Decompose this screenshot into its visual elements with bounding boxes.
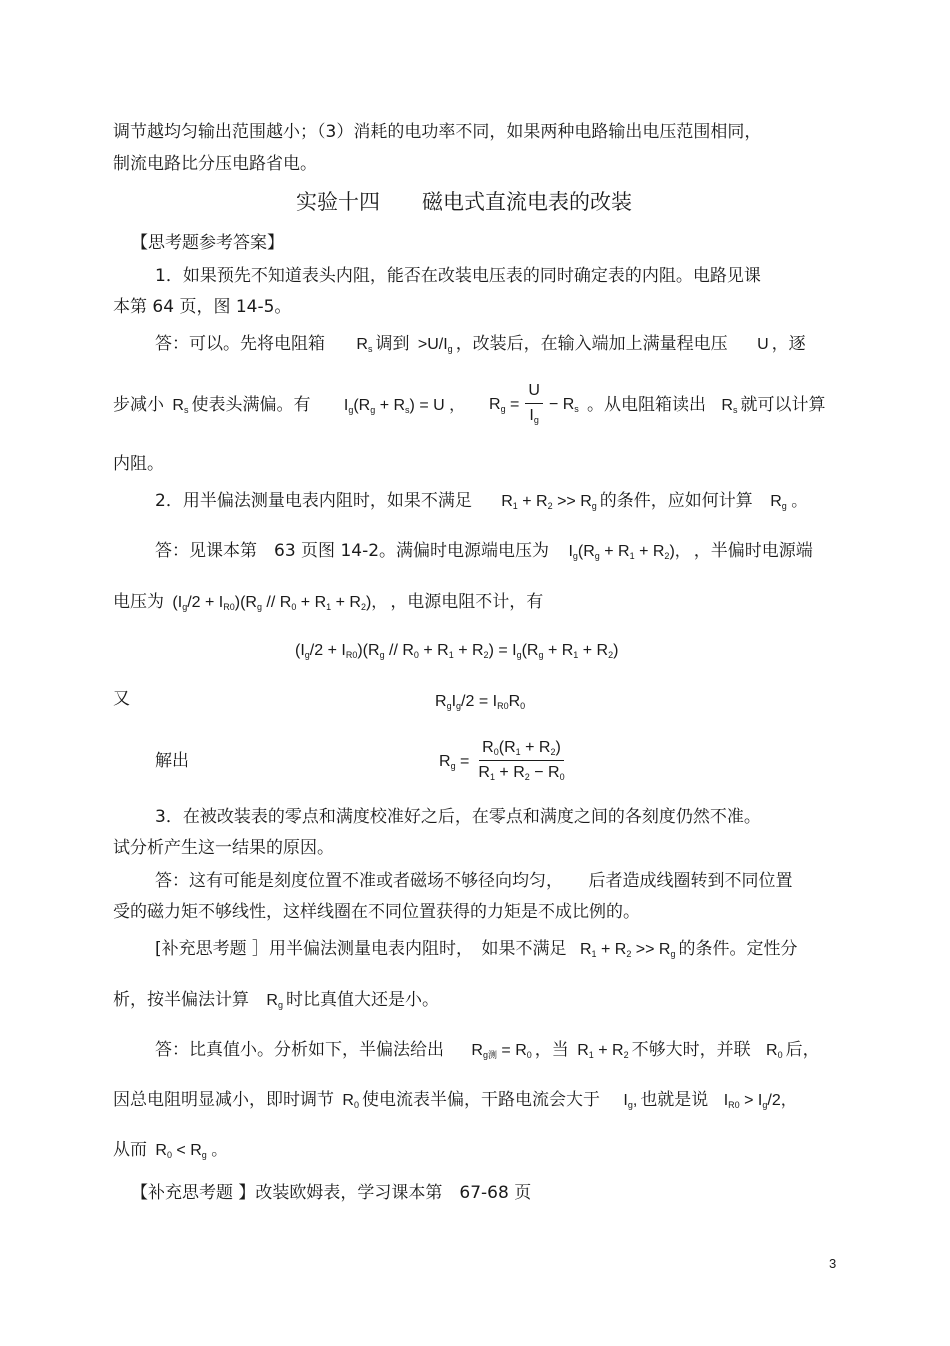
supplementary-question-2: 【补充思考题 】改装欧姆表，学习课本第 67-68 页	[131, 1183, 532, 1203]
supplementary-answer-1-line-3: 从而 $R_0 < R_g$ 。	[113, 1140, 228, 1160]
formula: $R_g$	[266, 992, 283, 1010]
formula: $I_g(R_g + R_1 + R_2)$，	[568, 543, 691, 561]
formula: $R_s$	[721, 397, 738, 415]
answer-3-line-2: 受的磁力矩不够线性，这样线圈在不同位置获得的力矩是不成比例的。	[113, 902, 640, 922]
answer-3-line-1: 答：这有可能是刻度位置不准或者磁场不够径向均匀， 后者造成线圈转到不同位置	[155, 871, 793, 891]
answer-1-line-2-end: 。从电阻箱读出 $R_s$ 就可以计算	[587, 395, 826, 415]
formula: $R_0$	[766, 1042, 783, 1060]
formula: $>U/I_g$	[417, 336, 453, 354]
answer-1-line-1: 答：可以。先将电阻箱 $R_s$ 调到 $>U/I_g$ ，改装后，在输入端加上满量程电压 U ，逐	[155, 334, 806, 354]
fraction: $\frac{U}{I_g}$	[525, 381, 543, 426]
equation-solution: $R_g$ = $\frac{R_0(R_1 + R_2)}{R_1 + R_2 - R_0}$	[436, 738, 571, 783]
answer-2-line-1: 答：见课本第 63 页图 14-2。满偏时电源端电压为 $I_g(R_g + R_1 + R_2)$， ，半偏时电源端	[155, 541, 813, 561]
formula: $R_g$ 。	[770, 493, 808, 511]
formula: $R_1 + R_2 >> R_g$	[579, 941, 676, 959]
label-you: 又	[113, 689, 130, 709]
question-3-line-1: 3．在被改装表的零点和满度校准好之后，在零点和满度之间的各刻度仍然不准。	[155, 807, 761, 827]
formula: $R_1 + R_2 >> R_g$	[501, 493, 597, 511]
supplementary-answer-1-line-1: 答：比真值小。分析如下，半偏法给出 $R_{g测} = R_0$ ，当 $R_1 + R_2$ 不够大时，并联 $R_0$ 后，	[155, 1040, 820, 1060]
paragraph-line: 调节越均匀输出范围越小；（3）消耗的电功率不同，如果两种电路输出电压范围相同，	[113, 122, 762, 142]
answer-1-line-2: 步减小 $R_s$ 使表头满偏。有 $I_g(R_g + R_s) = U$ ，	[113, 395, 466, 415]
formula: $I_{R0} > I_g/2$，	[723, 1092, 797, 1110]
answers-heading: 【思考题参考答案】	[131, 233, 284, 253]
question-3-line-2: 试分析产生这一结果的原因。	[113, 838, 334, 858]
answer-1-line-3: 内阻。	[113, 454, 164, 474]
formula: $I_g(R_g + R_s) = U$ ，	[343, 397, 466, 415]
formula: $R_0$	[342, 1092, 359, 1110]
formula: $(I_g/2 + I_{R0})(R_g // R_0 + R_1 + R_2)$，	[172, 594, 388, 612]
fraction: $\frac{R_0(R_1 + R_2)}{R_1 + R_2 - R_0}$	[478, 739, 565, 782]
question-1-line-2: 本第 64 页，图 14-5。	[113, 297, 292, 317]
formula: $R_s$	[356, 336, 373, 354]
question-1-line-1: 1．如果预先不知道表头内阻，能否在改装电压表的同时确定表的内阻。电路见课	[155, 266, 761, 286]
label-jiechu: 解出	[155, 751, 189, 771]
formula: $R_0 < R_g$ 。	[155, 1142, 228, 1160]
formula: $R_1 + R_2$	[577, 1042, 629, 1060]
supplementary-question-1-line-1: [补充思考题 ］用半偏法测量电表内阻时， 如果不满足 $R_1 + R_2 >> R_g$ 的条件。定性分	[155, 939, 798, 959]
question-2-line-1: 2．用半偏法测量电表内阻时，如果不满足 $R_1 + R_2 >> R_g$ 的条件，应如何计算 $R_g$ 。	[155, 491, 808, 511]
supplementary-answer-1-line-2: 因总电阻明显减小，即时调节 $R_0$ 使电流表半偏，干路电流会大于 $I_g$, 也就是说 $I_{R0} > I_g/2$，	[113, 1090, 797, 1110]
page-number: 3	[829, 1256, 837, 1271]
answer-2-line-2: 电压为 $(I_g/2 + I_{R0})(R_g // R_0 + R_1 + R_2)$， ，电源电阻不计，有	[113, 592, 544, 612]
formula: U	[757, 336, 769, 353]
formula-rg: $R_g$ = $\frac{U}{I_g}$ − $R_s$	[489, 382, 579, 425]
formula: $R_{g测} = R_0$	[471, 1042, 532, 1060]
formula: $I_g$,	[623, 1092, 638, 1110]
formula: $R_s$	[172, 397, 189, 415]
section-title: 实验十四 磁电式直流电表的改装	[296, 190, 632, 214]
equation-current-split: $R_gI_g/2 = I_{R0}R_0$	[435, 693, 526, 711]
paragraph-line: 制流电路比分压电路省电。	[113, 154, 317, 174]
supplementary-question-1-line-2: 析，按半偏法计算 $R_g$ 时比真值大还是小。	[113, 990, 439, 1010]
equation-half-deflection: $(I_g/2 + I_{R0})(R_g // R_0 + R_1 + R_2) = I_g(R_g + R_1 + R_2)$	[295, 642, 619, 660]
